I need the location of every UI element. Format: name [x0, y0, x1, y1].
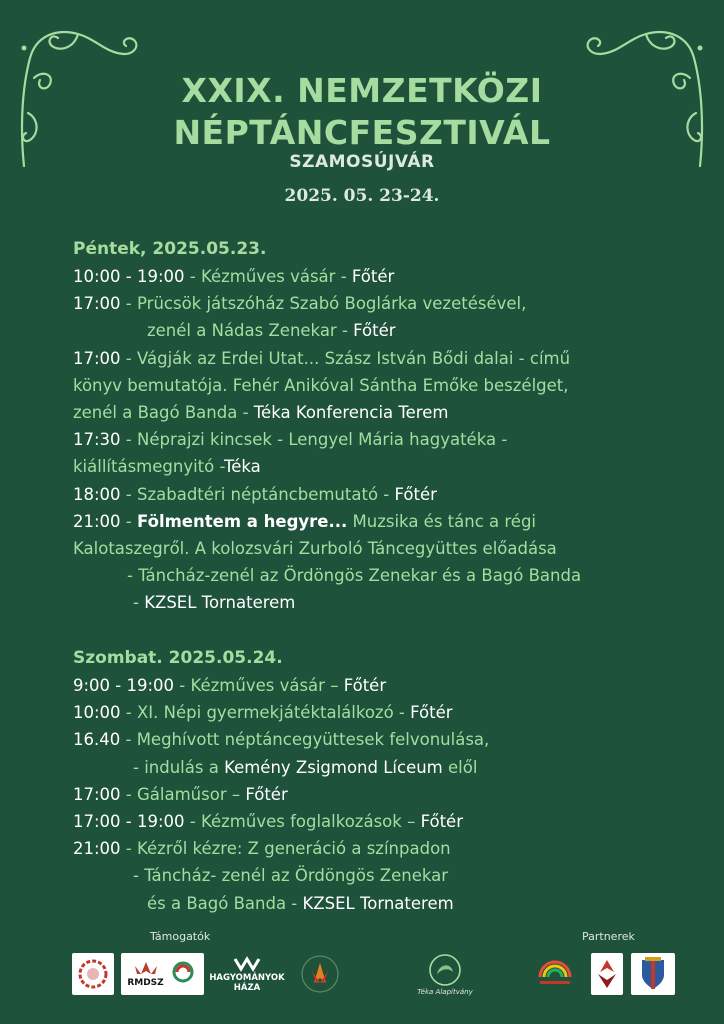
teka-label: Téka Alapítvány: [417, 988, 473, 996]
house-heart-icon: [233, 955, 261, 973]
folk-motif-icon: [594, 956, 620, 992]
program-line: Kalotaszegről. A kolozsvári Zurboló Táncegyüttes előadása: [73, 539, 557, 559]
sponsors-label: Támogatók: [150, 930, 211, 943]
program-line: kiállításmegnyitó -Téka: [73, 457, 261, 477]
partners-label: Partnerek: [582, 930, 635, 943]
title-line-1: XXIX. NEMZETKÖZI: [181, 71, 543, 110]
day2-heading: Szombat. 2025.05.24.: [73, 648, 283, 668]
rmdsz-mark: [127, 960, 163, 988]
program-line: 17:00 - Vágják az Erdei Utat... Szász István Bődi dalai - című: [73, 348, 571, 368]
program-line: 17:00 - 19:00 - Kézműves foglalkozások – Főtér: [73, 812, 463, 832]
program-line: 9:00 - 19:00 - Kézműves vásár – Főtér: [73, 676, 387, 695]
program-line: 10:00 - XI. Népi gyermekjátéktalálkozó - Főtér: [73, 703, 453, 723]
program-line: 10:00 - 19:00 - Kézműves vásár - Főtér: [73, 267, 395, 286]
tulip-icon: [131, 960, 161, 978]
partner-logo-2: [591, 953, 623, 995]
rainbow-arch-icon: [532, 953, 578, 995]
program-line: és a Bagó Banda - KZSEL Tornaterem: [147, 893, 454, 913]
rmdsz-label: RMDSZ: [127, 978, 164, 988]
sponsor-logo-rmdsz: [121, 953, 204, 995]
program-line: zenél a Nádas Zenekar - Főtér: [147, 321, 396, 341]
coat-of-arms-icon: [640, 957, 666, 991]
folk-wreath-icon: [76, 957, 110, 991]
hagyomanyok-label-1: HAGYOMÁNYOK: [209, 973, 285, 983]
city-name: SZAMOSÚJVÁR: [289, 152, 435, 172]
communitas-logo-icon: [168, 959, 198, 989]
day1-program: [73, 236, 703, 617]
program-line: - KZSEL Tornaterem: [133, 593, 296, 613]
sponsor-logo-hagyomanyok-haza: [210, 953, 284, 995]
partner-logo-1: [530, 953, 580, 995]
embroidered-emblem-icon: [295, 953, 345, 995]
program-line: 17:00 - Gálaműsor – Főtér: [73, 784, 288, 804]
partner-logo-coat-of-arms: [631, 953, 675, 995]
program-line: 21:00 - Kézről kézre: Z generáció a színpadon: [73, 839, 451, 859]
day2-program: [73, 645, 703, 917]
teka-emblem-icon: [425, 952, 465, 988]
program-line: 17:00 - Prücsök játszóház Szabó Boglárka vezetésével,: [73, 294, 527, 314]
teka-logo: [415, 946, 475, 1002]
program-line: 16.40 - Meghívott néptáncegyüttesek felvonulása,: [73, 730, 490, 750]
program-line: 18:00 - Szabadtéri néptáncbemutató - Főtér: [73, 484, 437, 504]
festival-title: [0, 70, 724, 154]
program-line: zenél a Bagó Banda - Téka Konferencia Terem: [73, 403, 449, 423]
program-line: 21:00 - Fölmentem a hegyre... Muzsika és tánc a régi: [73, 511, 537, 531]
program-line: - indulás a Kemény Zsigmond Líceum elől: [133, 757, 478, 777]
hagyomanyok-label-2: HÁZA: [233, 983, 261, 993]
program-line: 17:30 - Néprajzi kincsek - Lengyel Mária hagyatéka -: [73, 430, 508, 450]
festival-dates: 2025. 05. 23-24.: [284, 186, 440, 206]
title-line-2: NÉPTÁNCFESZTIVÁL: [173, 113, 551, 152]
sponsor-logo-emblem: [292, 953, 348, 995]
program-line: könyv bemutatója. Fehér Anikóval Sántha Emőke beszélget,: [73, 375, 569, 395]
day1-heading: Péntek, 2025.05.23.: [73, 239, 267, 259]
sponsor-logo-1: [72, 953, 114, 995]
program-line: - Táncház-zenél az Ördöngös Zenekar és a Bagó Banda: [127, 566, 582, 586]
program-line: - Táncház- zenél az Ördöngös Zenekar: [133, 866, 449, 886]
